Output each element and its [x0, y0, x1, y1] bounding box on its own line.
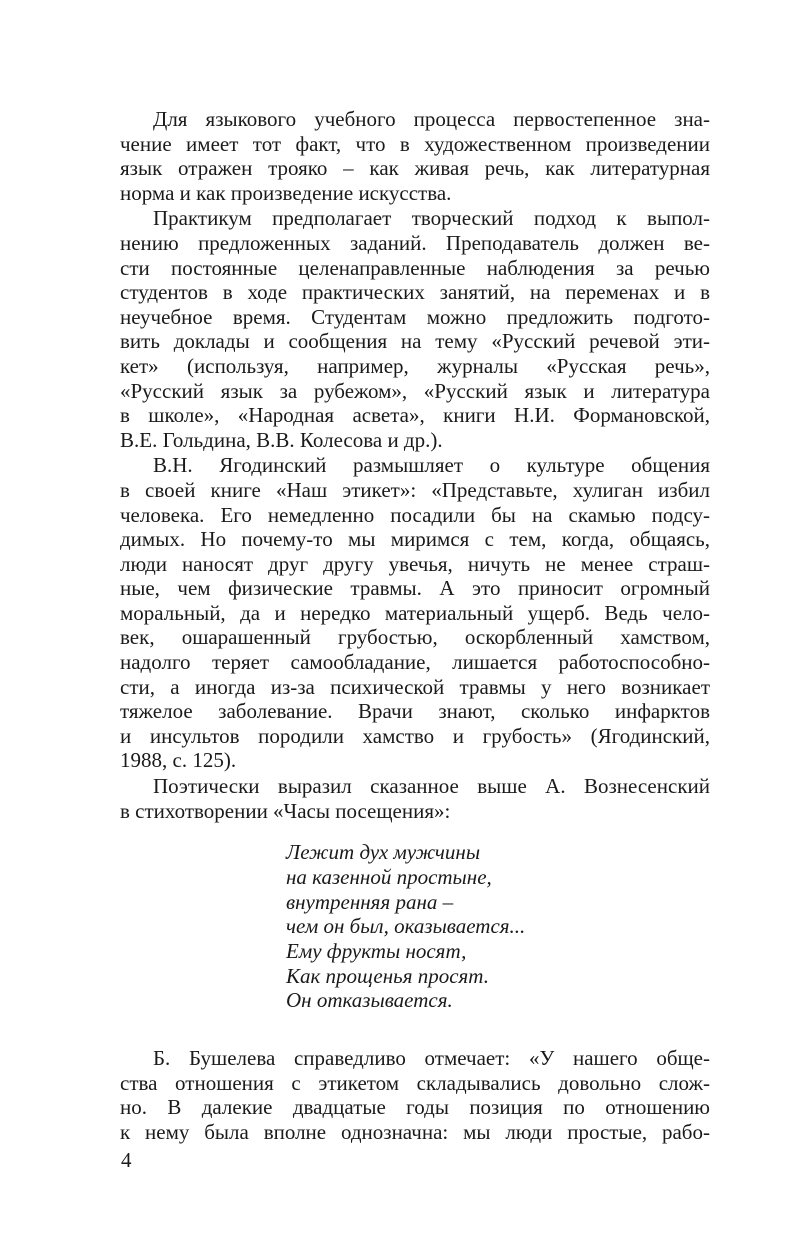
- text-line: норма и как произведение искусства.: [120, 180, 452, 205]
- poem-line: Ему фрукты носят,: [286, 938, 467, 963]
- text-line: и инсультов породили хамство и грубость» (Ягодинский,: [120, 723, 710, 748]
- text-line: Для языкового учебного процесса первостепенное зна-: [153, 107, 710, 131]
- paragraph-4: [120, 774, 710, 823]
- text-line: язык отражен трояко – как живая речь, как литературная: [120, 156, 710, 181]
- poem-line: Как прощенья просят.: [286, 963, 489, 988]
- text-line: В.Е. Гольдина, В.В. Колесова и др.).: [120, 427, 443, 452]
- text-line: в стихотворении «Часы посещения»:: [120, 798, 451, 823]
- page-body: [120, 107, 710, 1144]
- text-line: «Русский язык за рубежом», «Русский язык и литература: [120, 378, 710, 403]
- paragraph-2: [120, 206, 710, 452]
- poem-line: внутренняя рана –: [286, 889, 454, 914]
- text-line: нению предложенных заданий. Преподаватель должен ве-: [120, 230, 710, 255]
- text-line: димых. Но почему-то мы миримся с тем, когда, общаясь,: [120, 527, 710, 552]
- text-line: Б. Бушелева справедливо отмечает: «У нашего обще-: [153, 1046, 710, 1071]
- text-line: люди наносят друг другу увечья, ничуть не менее страш-: [120, 551, 710, 576]
- text-line: тяжелое заболевание. Врачи знают, сколько инфарктов: [120, 699, 710, 724]
- text-line: в школе», «Народная асвета», книги Н.И. Формановской,: [120, 403, 710, 428]
- text-line: надолго теряет самообладание, лишается работоспособно-: [120, 650, 710, 675]
- text-line: ства отношения с этикетом складывались довольно слож-: [120, 1070, 710, 1095]
- text-line: чение имеет тот факт, что в художественном произведении: [120, 131, 710, 156]
- text-line: студентов в ходе практических занятий, на переменах и в: [120, 280, 710, 305]
- text-line: век, ошарашенный грубостью, оскорбленный хамством,: [120, 625, 710, 650]
- poem-line: Лежит дух мужчины: [286, 840, 481, 865]
- poem-line: чем он был, оказывается...: [286, 914, 526, 939]
- text-line: 1988, с. 125).: [120, 748, 237, 773]
- poem-line: на казенной простыне,: [286, 864, 492, 889]
- text-line: вить доклады и сообщения на тему «Русский речевой эти-: [120, 329, 710, 354]
- paragraph-5: [120, 1046, 710, 1144]
- page-number: 4: [121, 1148, 132, 1172]
- text-line: кет» (используя, например, журналы «Русская речь»,: [120, 353, 710, 378]
- text-line: Практикум предполагает творческий подход к выпол-: [153, 206, 710, 231]
- text-line: к нему была вполне однозначна: мы люди простые, рабо-: [120, 1119, 710, 1144]
- paragraph-1: [120, 107, 710, 205]
- text-line: но. В далекие двадцатые годы позиция по отношению: [120, 1095, 710, 1120]
- text-line: моральный, да и нередко материальный ущерб. Ведь чело-: [120, 600, 710, 625]
- text-line: человека. Его немедленно посадили бы на скамью подсу-: [120, 502, 710, 527]
- text-line: неучебное время. Студентам можно предложить подгото-: [120, 304, 710, 329]
- text-line: В.Н. Ягодинский размышляет о культуре общения: [153, 453, 710, 478]
- text-line: Поэтически выразил сказанное выше А. Вознесенский: [153, 774, 710, 799]
- poem-quote: [286, 840, 710, 1013]
- paragraph-3: [120, 453, 710, 773]
- poem-line: Он отказывается.: [286, 988, 453, 1013]
- text-line: ные, чем физические травмы. А это приносит огромный: [120, 576, 710, 601]
- text-line: сти, а иногда из-за психической травмы у него возникает: [120, 674, 710, 699]
- text-line: сти постоянные целенаправленные наблюдения за речью: [120, 255, 710, 280]
- text-line: в своей книге «Наш этикет»: «Представьте, хулиган избил: [120, 477, 710, 502]
